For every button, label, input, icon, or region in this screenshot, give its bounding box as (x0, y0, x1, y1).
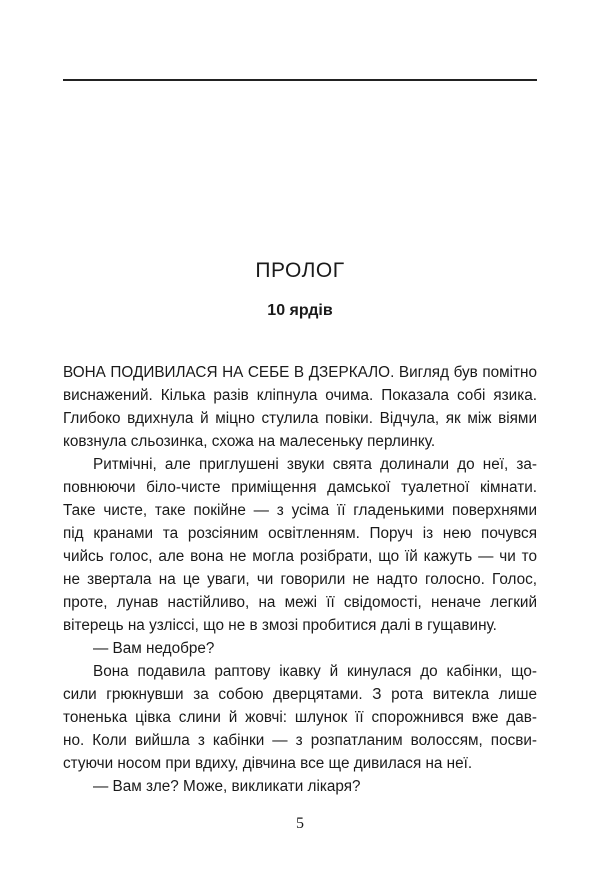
text-line: вітерець на узліссі, що не в змозі пробитися далі в гущавину. (63, 617, 497, 634)
body-text (63, 361, 537, 798)
text-line: під кранами та розсіяним освітленням. Поруч із нею почувся (63, 525, 537, 542)
page-number: 5 (296, 815, 304, 832)
text-line: Ритмічні, але приглушені звуки свята долинали до неї, за- (93, 456, 537, 473)
header-rule (63, 79, 537, 81)
text-line: повнюючи біло-чисте приміщення дамської туалетної кімнати. (63, 479, 537, 496)
text-line: виснажений. Кілька разів кліпнула очима. Показала собі язика. (63, 387, 537, 404)
text-line: но. Коли вийшла з кабінки — з розпатланим волоссям, посви- (63, 732, 537, 749)
text-line: проте, лунав настійливо, на межі її свідомості, неначе легкий (63, 594, 537, 611)
text-line: тоненька цівка слини й жовчі: шлунок її спорожнився вже дав- (63, 709, 537, 726)
chapter-title: ПРОЛОГ (255, 259, 345, 282)
chapter-subtitle: 10 ярдів (267, 302, 333, 319)
text-line: — Вам зле? Може, викликати лікаря? (93, 778, 361, 795)
text-line: ковзнула сльозинка, схожа на малесеньку перлинку. (63, 433, 436, 450)
text-line: Глибоко вдихнула й міцно стулила повіки. Відчула, як між віями (63, 410, 537, 427)
text-line: Таке чисте, таке покійне — з усіма її гладенькими поверхнями (63, 502, 537, 519)
text-line: не звертала на це уваги, чи говорили не надто голосно. Голос, (63, 571, 537, 588)
text-line: Вона подавила раптову ікавку й кинулася до кабінки, що- (93, 663, 537, 680)
text-line: ВОНА ПОДИВИЛАСЯ НА СЕБЕ В ДЗЕРКАЛО. Вигляд був помітно (63, 364, 537, 381)
text-line: сили грюкнувши за собою дверцятами. З рота витекла лише (63, 686, 537, 703)
text-line: чийсь голос, але вона не могла розібрати, що їй кажуть — чи то (63, 548, 537, 565)
text-line: стуючи носом при вдиху, дівчина все ще дивилася на неї. (63, 755, 473, 772)
text-line: — Вам недобре? (93, 640, 215, 657)
